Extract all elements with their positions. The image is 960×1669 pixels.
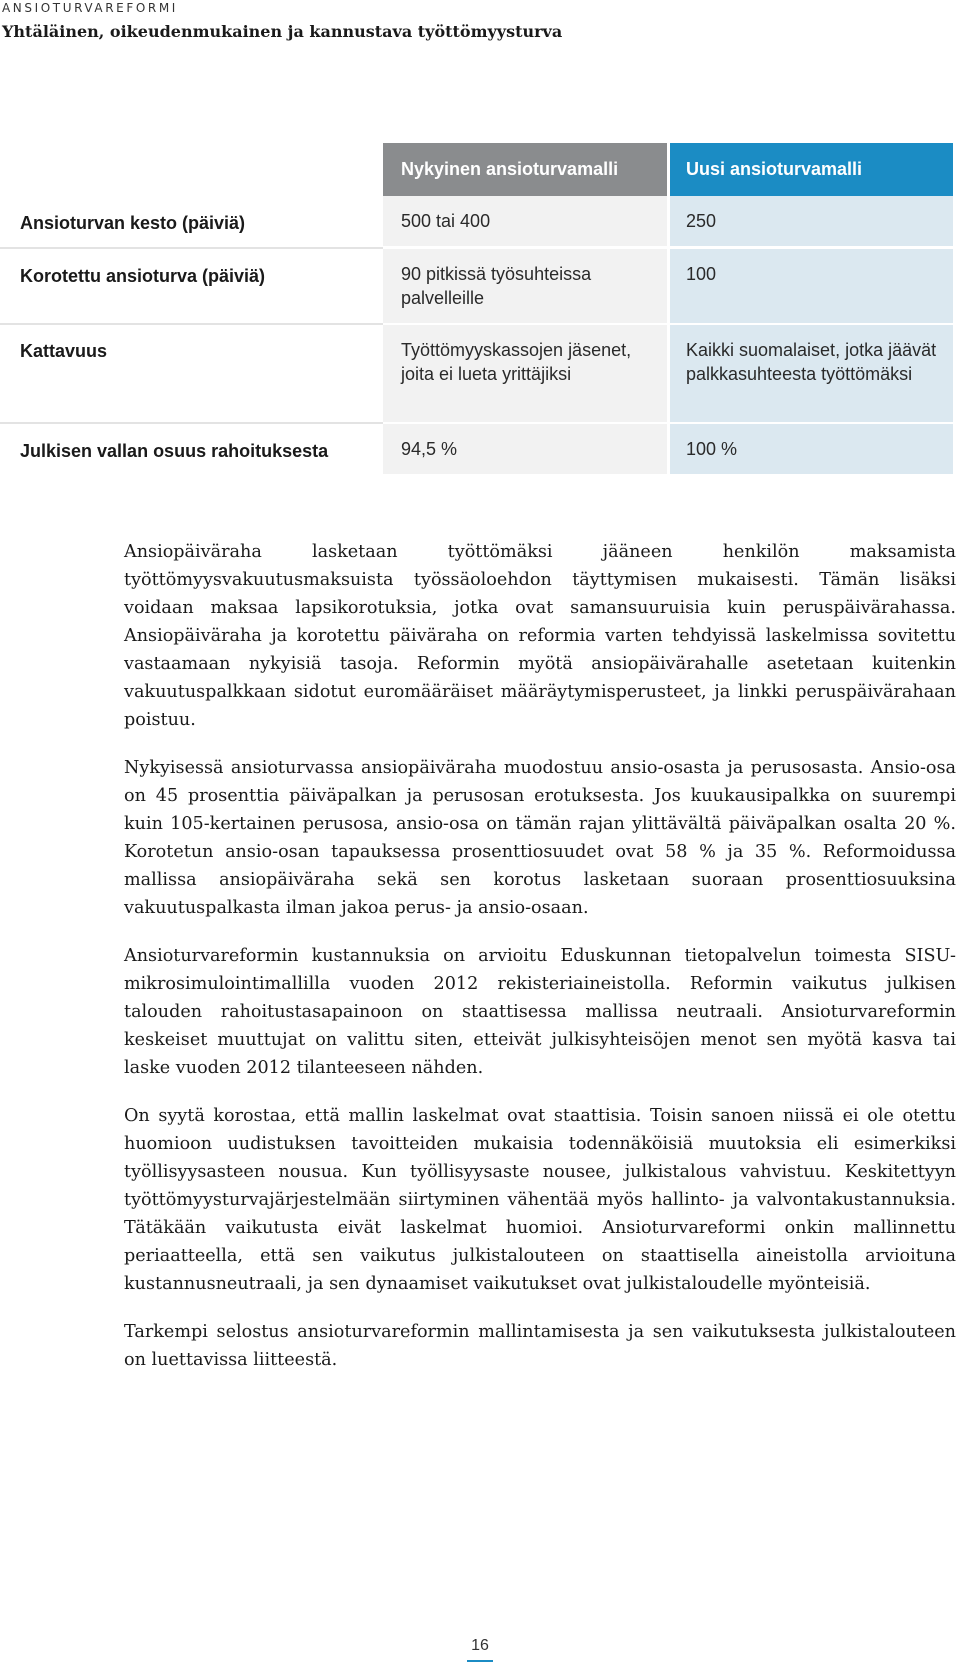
cell-new: 250 (670, 196, 953, 246)
cell-current: 94,5 % (383, 424, 667, 474)
row-label: Kattavuus (20, 341, 108, 361)
row-label: Korotettu ansioturva (päiviä) (20, 266, 266, 286)
row-label: Julkisen vallan osuus rahoituksesta (20, 441, 329, 461)
paragraph: Tarkempi selostus ansioturvareformin mallintamisesta ja sen vaikutuksesta julkistalouteen on luettavissa liitteestä. (124, 1322, 956, 1370)
paragraph: On syytä korostaa, että mallin laskelmat ovat staattisia. Toisin sanoen niissä ei ole otettu huomioon uudistuksen tavoitteiden mukaisia todennäköisiä muutoksia eli esimerkiksi työllisyysasteen nousua. Kun työllisyysaste nousee, julkistalous vahvistuu. Keskitettyyn työttömyysturvajärjestelmään siirtyminen vähentää myös hallinto- ja valvontakustannuksia. Tätäkään vaikutusta eivät laskelmat huomioi. Ansioturvareformi onkin mallinnettu periaatteella, että sen vaikutus julkistalouteen on staattisella aineistolla arvioituna kustannusneutraali, ja sen dynaamiset vaikutukset ovat julkistaloudelle myönteisiä. (124, 1106, 956, 1294)
cell-new: 100 % (670, 424, 953, 474)
header-kicker: ANSIOTURVAREFORMI (2, 1, 178, 15)
paragraph: Ansioturvareformin kustannuksia on arvioitu Eduskunnan tietopalvelun toimesta SISU-mikrosimulointimallilla vuoden 2012 rekisteriaineistolla. Reformin vaikutus julkisen talouden rahoitustasapainoon on staattisessa mallissa neutraali. Ansioturvareformin keskeiset muuttujat on valittu siten, etteivät julkisyhteisöjen menot sen myötä kasva tai laske vuoden 2012 tilanteeseen nähden. (124, 946, 956, 1078)
page-number-rule (467, 1660, 493, 1662)
column-header-current: Nykyinen ansioturvamalli (383, 143, 667, 196)
body-text (124, 538, 956, 1394)
cell-current: 500 tai 400 (383, 196, 667, 246)
comparison-table (0, 0, 960, 480)
cell-current: 90 pitkissä työsuhteissa palvelleille (383, 249, 667, 323)
cell-new: Kaikki suomalaiset, jotka jäävät palkkasuhteesta työttömäksi (670, 325, 953, 422)
row-divider (0, 422, 383, 424)
cell-current: Työttömyyskassojen jäsenet, joita ei lueta yrittäjiksi (383, 325, 667, 422)
row-divider (0, 247, 383, 249)
paragraph: Ansiopäiväraha lasketaan työttömäksi jääneen henkilön maksamista työttömyysvakuutusmaksuista työssäoloehdon täyttymisen mukaisesti. Tämän lisäksi voidaan maksaa lapsikorotuksia, jotka ovat samansuuruisia kuin peruspäivärahassa. Ansiopäiväraha ja korotettu päiväraha on reformia varten tehdyissä laskelmissa sovitettu vastaamaan nykyisiä tasoja. Reformin myötä ansiopäivärahalle asetetaan kuitenkin vakuutuspalkkaan sidotut euromääräiset määräytymisperusteet, ja linkki peruspäivärahaan poistuu. (124, 542, 956, 730)
row-divider (0, 323, 383, 325)
page-number: 16 (471, 1637, 489, 1654)
column-header-new: Uusi ansioturvamalli (670, 143, 953, 196)
row-label: Ansioturvan kesto (päiviä) (20, 213, 246, 233)
cell-new: 100 (670, 249, 953, 323)
header-subtitle: Yhtäläinen, oikeudenmukainen ja kannustava työttömyysturva (2, 22, 563, 41)
paragraph: Nykyisessä ansioturvassa ansiopäiväraha muodostuu ansio-osasta ja perusosasta. Ansio-osa on 45 prosenttia päiväpalkan ja perusosan erotuksesta. Jos kuukausipalkka on suurempi kuin 105-kertainen perusosa, ansio-osa on tämän rajan ylittävältä päiväpalkan osalta 20 %. Korotetun ansio-osan tapauksessa prosenttiosuudet ovat 58 % ja 35 %. Reformoidussa mallissa ansiopäiväraha sekä sen korotus lasketaan suoraan prosenttiosuuksina vakuutuspalkasta ilman jakoa perus- ja ansio-osaan. (124, 758, 956, 918)
